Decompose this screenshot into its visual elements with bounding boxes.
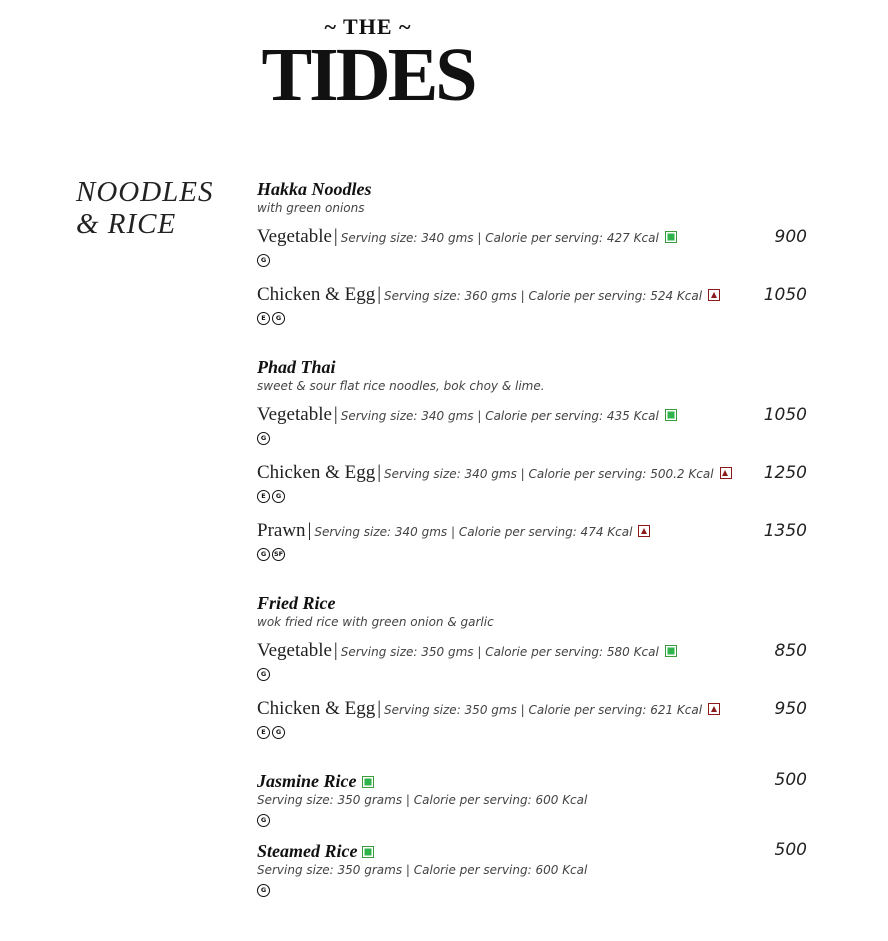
- variant-info: Serving size: 340 gms | Calorie per serving: 474 Kcal: [314, 525, 633, 539]
- menu-variant: [257, 461, 807, 519]
- allergen-g-icon: G: [257, 814, 270, 827]
- item-info: Serving size: 350 grams | Calorie per serving: 600 Kcal: [257, 863, 588, 877]
- allergen-g-icon: G: [272, 312, 285, 325]
- variant-info: Serving size: 340 gms | Calorie per serving: 427 Kcal: [340, 231, 659, 245]
- menu-variant: [257, 639, 807, 697]
- menu-variant: [257, 283, 807, 341]
- allergen-g-icon: G: [257, 884, 270, 897]
- variant-row: [257, 697, 807, 721]
- menu-group: [257, 593, 807, 755]
- variant-price: 900: [774, 227, 807, 247]
- veg-symbol-icon: [362, 846, 374, 858]
- allergen-list: [257, 879, 807, 901]
- variant-row: [257, 283, 807, 307]
- variant-info: Serving size: 350 gms | Calorie per serving: 580 Kcal: [340, 645, 659, 659]
- allergen-list: [257, 663, 807, 685]
- variant-row: [257, 225, 807, 249]
- logo-tides: TIDES: [261, 33, 475, 117]
- separator: |: [377, 284, 382, 305]
- menu-variant: [257, 403, 807, 461]
- item-price: 500: [774, 770, 807, 790]
- dish-title: Fried Rice: [257, 593, 336, 613]
- veg-symbol-icon: [665, 409, 677, 421]
- allergen-e-icon: E: [257, 726, 270, 739]
- dish-description: with green onions: [257, 201, 365, 215]
- variant-price: 850: [774, 641, 807, 661]
- separator: |: [377, 698, 382, 719]
- variant-name: Vegetable: [257, 640, 332, 661]
- separator: |: [307, 520, 312, 541]
- menu-item: [257, 771, 807, 831]
- nonveg-symbol-icon: [720, 467, 732, 479]
- menu-variant: [257, 697, 807, 755]
- dish-description: sweet & sour flat rice noodles, bok choy & lime.: [257, 379, 545, 393]
- variant-name: Prawn: [257, 520, 306, 541]
- variant-price: 1350: [763, 521, 807, 541]
- allergen-g-icon: G: [257, 432, 270, 445]
- variant-name: Chicken & Egg: [257, 284, 376, 305]
- dish-title: [257, 841, 807, 861]
- section-title-line1: NOODLES: [76, 176, 214, 208]
- allergen-g-icon: G: [272, 490, 285, 503]
- menu-group: [257, 357, 807, 577]
- nonveg-symbol-icon: [708, 703, 720, 715]
- dish-title-text: Jasmine Rice: [257, 771, 357, 791]
- allergen-list: [257, 543, 807, 565]
- variant-info: Serving size: 350 gms | Calorie per serving: 621 Kcal: [384, 703, 703, 717]
- dish-title-text: Steamed Rice: [257, 841, 358, 861]
- menu-list: [257, 179, 807, 911]
- separator: |: [333, 226, 338, 247]
- variant-info: Serving size: 360 gms | Calorie per serving: 524 Kcal: [384, 289, 703, 303]
- allergen-list: [257, 485, 807, 507]
- nonveg-symbol-icon: [638, 525, 650, 537]
- veg-symbol-icon: [665, 645, 677, 657]
- variant-info: Serving size: 340 gms | Calorie per serving: 435 Kcal: [340, 409, 659, 423]
- variant-row: [257, 461, 807, 485]
- menu-item: [257, 841, 807, 901]
- variant-price: 1250: [763, 463, 807, 483]
- dish-description: wok fried rice with green onion & garlic: [257, 615, 494, 629]
- allergen-e-icon: E: [257, 312, 270, 325]
- variant-name: Vegetable: [257, 226, 332, 247]
- variant-price: 1050: [763, 405, 807, 425]
- allergen-sf-icon: SF: [272, 548, 285, 561]
- variant-name: Vegetable: [257, 404, 332, 425]
- separator: |: [333, 404, 338, 425]
- section-title: [76, 176, 214, 240]
- allergen-e-icon: E: [257, 490, 270, 503]
- allergen-list: [257, 809, 807, 831]
- item-info: Serving size: 350 grams | Calorie per serving: 600 Kcal: [257, 793, 588, 807]
- dish-title: Hakka Noodles: [257, 179, 372, 199]
- separator: |: [333, 640, 338, 661]
- allergen-g-icon: G: [272, 726, 285, 739]
- item-price: 500: [774, 840, 807, 860]
- nonveg-symbol-icon: [708, 289, 720, 301]
- variant-name: Chicken & Egg: [257, 462, 376, 483]
- veg-symbol-icon: [362, 776, 374, 788]
- restaurant-logo: [250, 12, 486, 117]
- variant-row: [257, 403, 807, 427]
- variant-price: 1050: [763, 285, 807, 305]
- dish-title: Phad Thai: [257, 357, 336, 377]
- menu-variant: [257, 519, 807, 577]
- allergen-list: [257, 307, 807, 329]
- separator: |: [377, 462, 382, 483]
- variant-name: Chicken & Egg: [257, 698, 376, 719]
- variant-row: [257, 519, 807, 543]
- allergen-list: [257, 427, 807, 449]
- allergen-g-icon: G: [257, 254, 270, 267]
- logo-the: ~ THE ~: [324, 14, 412, 39]
- menu-variant: [257, 225, 807, 283]
- allergen-list: [257, 721, 807, 743]
- variant-info: Serving size: 340 gms | Calorie per serving: 500.2 Kcal: [384, 467, 714, 481]
- section-title-line2: & RICE: [76, 208, 177, 240]
- allergen-g-icon: G: [257, 548, 270, 561]
- variant-price: 950: [774, 699, 807, 719]
- variant-row: [257, 639, 807, 663]
- veg-symbol-icon: [665, 231, 677, 243]
- allergen-list: [257, 249, 807, 271]
- menu-group: [257, 179, 807, 341]
- dish-title: [257, 771, 807, 791]
- allergen-g-icon: G: [257, 668, 270, 681]
